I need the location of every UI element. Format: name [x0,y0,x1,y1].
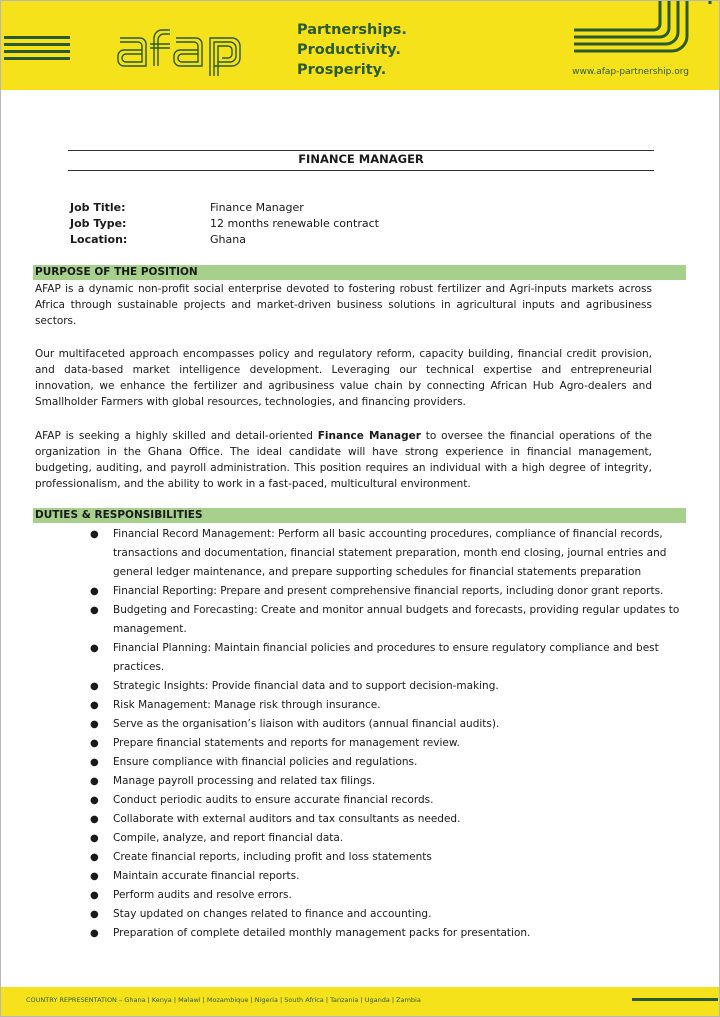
duty-text: Serve as the organisation’s liaison with auditors (annual financial audits). [113,718,500,730]
duty-text: Stay updated on changes related to finance and accounting. [113,908,432,920]
duty-text: Conduct periodic audits to ensure accurate financial records. [113,794,434,806]
duty-item [90,525,688,582]
duty-item [90,905,688,924]
duty-text: Perform audits and resolve errors. [113,889,292,901]
tagline-line: Prosperity. [297,62,387,78]
bullet-icon: ● [90,681,99,692]
duty-item [90,810,688,829]
info-label: Job Title: [70,201,126,214]
duties-list [90,525,688,943]
duty-item [90,677,688,696]
tagline [297,20,407,80]
bullet-icon: ● [90,776,99,787]
website-url[interactable]: www.afap-partnership.org [572,67,689,77]
bullet-icon: ● [90,852,99,863]
bullet-icon: ● [90,700,99,711]
duty-item [90,753,688,772]
bullet-icon: ● [90,605,99,616]
duty-item [90,639,688,677]
purpose-paragraph-3 [35,428,652,492]
duty-text: Maintain accurate financial reports. [113,870,300,882]
duty-item [90,867,688,886]
bullet-icon: ● [90,928,99,939]
duty-text: Financial Reporting: Prepare and present comprehensive financial reports, including donor grant reports. [113,585,664,597]
duty-text: Collaborate with external auditors and tax consultants as needed. [113,813,461,825]
duty-text: Manage payroll processing and related tax filings. [113,775,376,787]
duty-text: Risk Management: Manage risk through insurance. [113,699,381,711]
purpose-heading: PURPOSE OF THE POSITION [33,265,686,280]
duty-item [90,772,688,791]
info-value: Ghana [210,233,246,246]
text-span: to oversee the financial operations of the organization in the Ghana Office. The ideal candidate will have strong experience in financial management, budgeting, auditing, and payroll administration. This position requires an individual with a high degree of integrity, professionalism, and the ability to work in a fast-paced, multicultural environment. [35,430,653,490]
page-header [0,0,720,90]
duty-item [90,582,688,601]
job-info [70,200,379,248]
bullet-icon: ● [90,719,99,730]
info-label: Job Type: [70,217,127,230]
info-row-job-type [70,216,379,232]
bullet-icon: ● [90,890,99,901]
bold-role: Finance Manager [317,430,421,442]
text-span: AFAP is seeking a highly skilled and detail-oriented [35,430,318,442]
duty-text: Create financial reports, including profit and loss statements [113,851,432,863]
purpose-paragraph-1: AFAP is a dynamic non-profit social enterprise devoted to fostering robust fertilizer and Agri-inputs markets across Africa through sustainable projects and market-driven business solutions in agricultural inputs and agribusiness sectors. [35,283,652,327]
duty-text: Prepare financial statements and reports for management review. [113,737,460,749]
purpose-paragraph-2: Our multifaceted approach encompasses policy and regulatory reform, capacity building, financial credit provision, and data-based market intelligence development. Leveraging our technical expertise and entrepreneurial innovation, we enhance the fertilizer and agribusiness value chain by connecting African Hub Agro-dealers and Smallholder Farmers with global resources, technologies, and financing providers. [35,348,652,408]
corner-stripes-decoration [570,0,720,58]
info-row-location [70,232,379,248]
tagline-line: Productivity. [297,42,401,58]
title-rule-bottom [68,170,654,171]
page-footer [0,987,720,1017]
info-value: 12 months renewable contract [210,217,379,230]
bullet-icon: ● [90,833,99,844]
header-stripes-decoration [4,36,70,64]
duty-item [90,696,688,715]
footer-stripe-decoration [632,998,718,1001]
duty-item [90,829,688,848]
bullet-icon: ● [90,529,99,540]
duty-item [90,715,688,734]
bullet-icon: ● [90,909,99,920]
bullet-icon: ● [90,586,99,597]
duty-text: Compile, analyze, and report financial data. [113,832,344,844]
duty-item [90,924,688,943]
country-representation: COUNTRY REPRESENTATION – Ghana | Kenya | Malawi | Mozambique | Nigeria | South Africa | Tanzania | Uganda | Zambia [26,996,421,1004]
bullet-icon: ● [90,814,99,825]
document-title: FINANCE MANAGER [298,152,424,166]
bullet-icon: ● [90,643,99,654]
duties-heading: DUTIES & RESPONSIBILITIES [33,508,686,523]
bullet-icon: ● [90,757,99,768]
bullet-icon: ● [90,871,99,882]
duty-text: Strategic Insights: Provide financial data and to support decision-making. [113,680,499,692]
duty-text: Preparation of complete detailed monthly management packs for presentation. [113,927,531,939]
duty-text: Budgeting and Forecasting: Create and monitor annual budgets and forecasts, providing regular updates to management. [113,604,680,635]
title-rule-top [68,150,654,151]
duty-item [90,734,688,753]
duty-text: Financial Planning: Maintain financial policies and procedures to ensure regulatory compliance and best practices. [113,642,659,673]
duty-text: Financial Record Management: Perform all basic accounting procedures, compliance of financial records, transactions and documentation, financial statement preparation, month end closing, journal entries and general ledger maintenance, and prepare supporting schedules for financial statements preparation [113,528,667,578]
duty-text: Ensure compliance with financial policies and regulations. [113,756,418,768]
duty-item [90,791,688,810]
bullet-icon: ● [90,795,99,806]
duty-item [90,848,688,867]
info-value: Finance Manager [210,201,304,214]
info-label: Location: [70,233,128,246]
duty-item [90,601,688,639]
afap-logo [114,20,264,78]
info-row-job-title [70,200,379,216]
duty-item [90,886,688,905]
tagline-line: Partnerships. [297,22,407,38]
bullet-icon: ● [90,738,99,749]
